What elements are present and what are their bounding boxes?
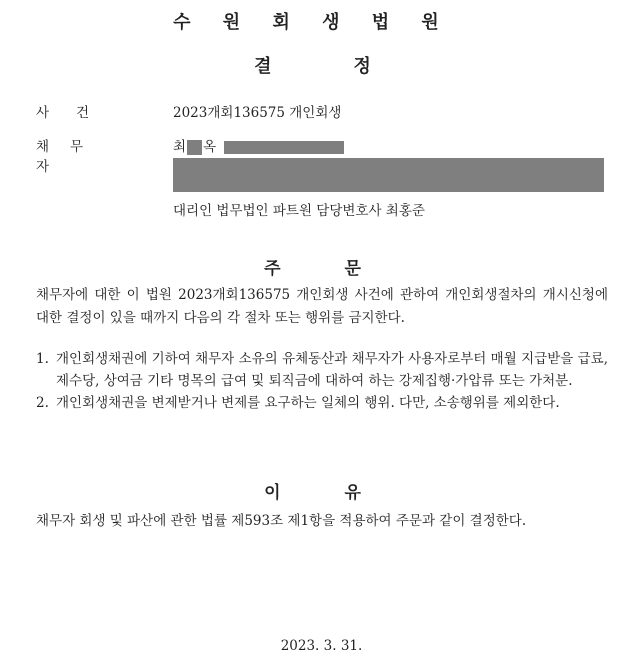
redaction-mark xyxy=(224,141,344,154)
order-intro: 채무자에 대한 이 법원 2023개회136575 개인회생 사건에 관하여 개인회생절차의 개시신청에 대한 결정이 있을 때까지 다음의 각 절차 또는 행위를 금지한다. xyxy=(36,287,608,326)
list-item-number: 1. xyxy=(36,351,49,367)
list-item-number: 2. xyxy=(36,395,49,411)
debtor-name-first: 최 xyxy=(173,139,187,155)
order-items-list xyxy=(36,348,608,414)
reason-heading-right: 유 xyxy=(344,483,361,503)
court-name: 수 원 회 생 법 원 xyxy=(173,12,452,33)
debtor-name xyxy=(173,135,344,155)
document-type-title xyxy=(0,52,625,78)
document-type-right: 정 xyxy=(353,56,371,77)
order-heading-left: 주 xyxy=(264,259,281,279)
debtor-agent: 대리인 법무법인 파트원 담당변호사 최홍준 xyxy=(173,203,425,219)
case-value: 2023개회136575 개인회생 xyxy=(173,105,342,121)
list-item-text: 개인회생채권에 기하여 채무자 소유의 유체동산과 채무자가 사용자로부터 매월 지급받을 급료, 제수당, 상여금 기타 명목의 급여 및 퇴직금에 대하여 하는 강제집행·가압류 또는 가처분. xyxy=(56,351,608,389)
decision-date: 2023. 3. 31. xyxy=(280,638,363,654)
document-type-left: 결 xyxy=(254,56,272,77)
reason-heading-left: 이 xyxy=(264,483,281,503)
case-label: 사건 xyxy=(36,105,117,121)
address-redaction xyxy=(173,158,604,192)
debtor-name-last: 옥 xyxy=(203,139,217,155)
list-item xyxy=(36,392,608,414)
debtor-label: 채무자 xyxy=(36,139,105,175)
list-item-text: 개인회생채권을 변제받거나 변제를 요구하는 일체의 행위. 다만, 소송행위를 제외한다. xyxy=(56,395,560,411)
reason-heading xyxy=(0,478,625,503)
redaction-mark xyxy=(187,140,202,155)
order-heading-right: 문 xyxy=(344,259,361,279)
order-heading xyxy=(0,254,625,279)
list-item xyxy=(36,348,608,392)
reason-text: 채무자 회생 및 파산에 관한 법률 제593조 제1항을 적용하여 주문과 같이 결정한다. xyxy=(36,513,527,529)
